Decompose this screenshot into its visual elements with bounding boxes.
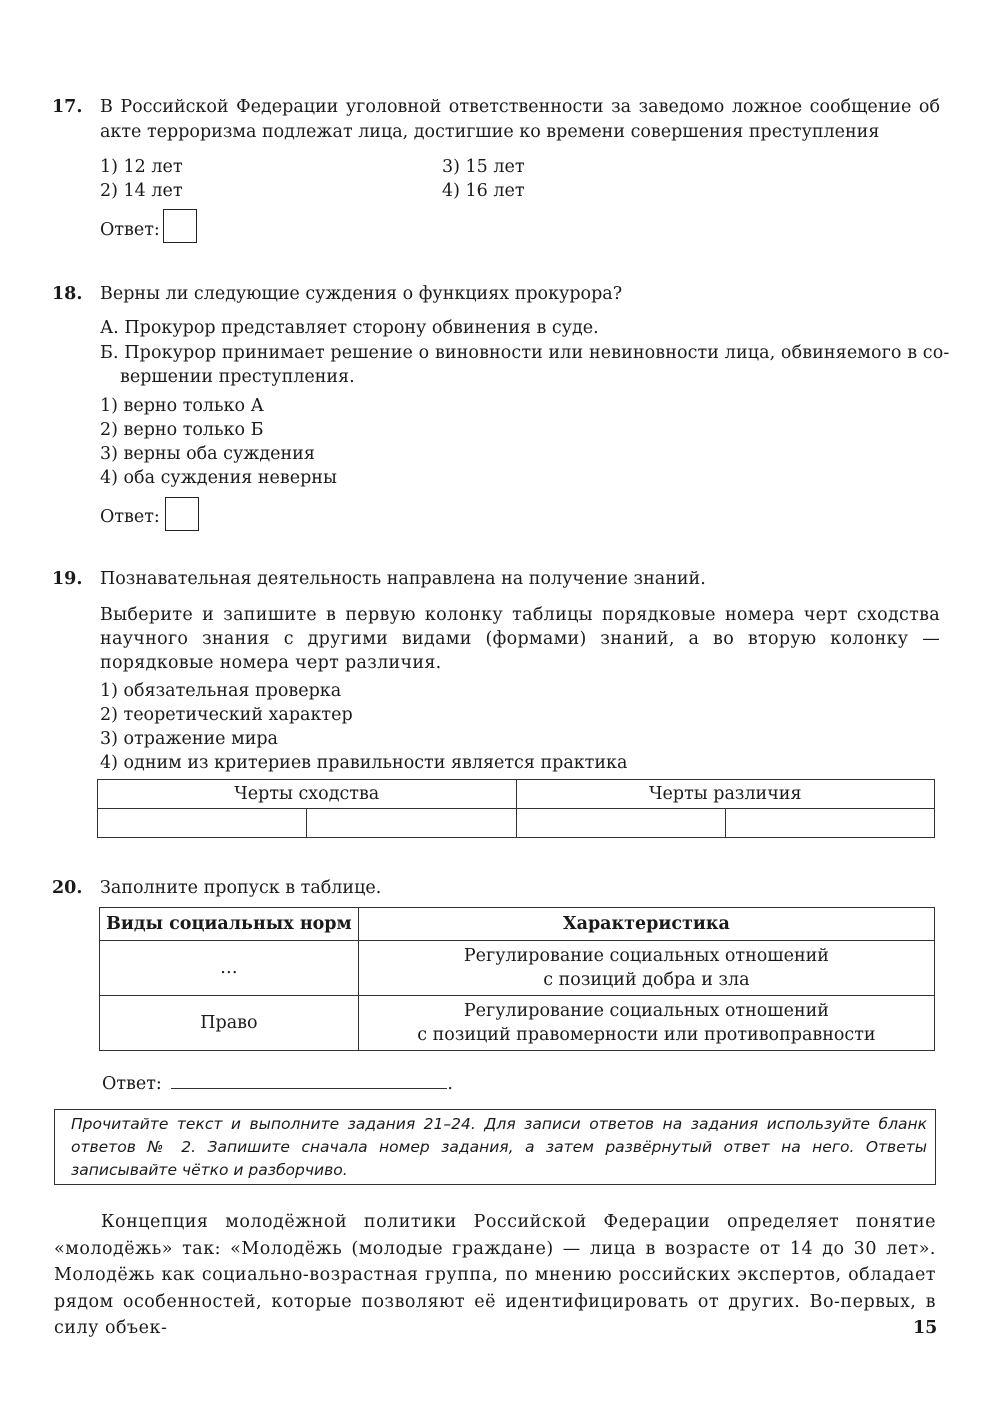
q20-header-characteristic: Характеристика	[358, 908, 934, 941]
question-18-number: 18.	[52, 284, 83, 304]
q17-option-3: 3) 15 лет	[442, 157, 525, 177]
q18-statement-b-line2: вершении преступления.	[120, 367, 355, 387]
q18-statement-b-line1: Б. Прокурор принимает решение о виновности или невиновности лица, обвиняемого в со-	[100, 343, 950, 363]
q19-option-1: 1) обязательная проверка	[100, 681, 342, 701]
q20-row1-characteristic	[358, 941, 934, 996]
q20-norms-table	[99, 907, 935, 1051]
q19-answer-cell-4[interactable]	[725, 809, 934, 838]
question-18-text: Верны ли следующие суждения о функциях прокурора?	[100, 284, 623, 304]
q19-instruction: Выберите и запишите в первую колонку таблицы порядковые номера черт сходства научного знания с другими видами (формами) знаний, а во вторую колонку — порядковые номера черт различия.	[100, 605, 940, 673]
q18-option-1: 1) верно только А	[100, 396, 264, 416]
q20-header-norm-types: Виды социальных норм	[100, 908, 359, 941]
q17-option-4: 4) 16 лет	[442, 181, 525, 201]
q19-header-similarities: Черты сходства	[98, 780, 517, 809]
q18-option-4: 4) оба суждения неверны	[100, 468, 337, 488]
q17-answer-label: Ответ:	[100, 220, 160, 240]
q20-row1-desc-line2: с позиций добра и зла	[543, 970, 750, 990]
q17-option-2: 2) 14 лет	[100, 181, 183, 201]
q19-header-differences: Черты различия	[516, 780, 935, 809]
q19-option-2: 2) теоретический характер	[100, 705, 353, 725]
question-17-number: 17.	[52, 97, 83, 117]
q20-row2-desc-line1: Регулирование социальных отношений	[463, 1001, 829, 1021]
q18-option-2: 2) верно только Б	[100, 420, 264, 440]
q19-option-3: 3) отражение мира	[100, 729, 278, 749]
question-20-text: Заполните пропуск в таблице.	[100, 878, 382, 898]
question-19-number: 19.	[52, 569, 83, 589]
q18-answer-box[interactable]	[165, 497, 199, 531]
q18-answer-label: Ответ:	[100, 507, 160, 527]
question-20-number: 20.	[52, 878, 83, 898]
question-19-text: Познавательная деятельность направлена на получение знаний.	[100, 569, 706, 589]
q20-row1-desc-line1: Регулирование социальных отношений	[463, 946, 829, 966]
q20-answer-row	[102, 1070, 453, 1096]
page-number: 15	[913, 1318, 938, 1338]
q19-option-4: 4) одним из критериев правильности является практика	[100, 753, 628, 773]
instruction-box: Прочитайте текст и выполните задания 21–24. Для записи ответов на задания используйте бланк ответов № 2. Запишите сначала номер задания, а затем развёрнутый ответ на него. Ответы записывайте чётко и разборчиво.	[54, 1109, 936, 1185]
q20-row2-type: Право	[100, 996, 359, 1051]
q20-row1-type: …	[100, 941, 359, 996]
q17-option-1: 1) 12 лет	[100, 157, 183, 177]
question-17-text: В Российской Федерации уголовной ответственности за заведомо ложное сообщение об акте терроризма подлежат лица, достигшие ко времени совершения преступления	[100, 97, 940, 142]
q18-statement-a: А. Прокурор представляет сторону обвинения в суде.	[100, 318, 599, 338]
q20-row2-desc-line2: с позиций правомерности или противоправности	[417, 1025, 876, 1045]
reading-passage: Концепция молодёжной политики Российской Федерации определяет понятие «молодёжь» так: «Молодёжь (молодые граждане) — лица в возрасте от 14 до 30 лет». Молодёжь как социально-возрастная группа, по мнению российских экспертов, обладает рядом особенностей, которые позволяют её идентифицировать от других. Во-первых, в силу объек-	[54, 1212, 936, 1338]
q19-answer-table	[97, 779, 935, 838]
q20-answer-line[interactable]	[171, 1070, 447, 1089]
q17-answer-box[interactable]	[163, 209, 197, 243]
q20-row2-characteristic	[358, 996, 934, 1051]
q19-answer-cell-2[interactable]	[307, 809, 516, 838]
q19-answer-cell-3[interactable]	[516, 809, 725, 838]
q20-answer-period: .	[447, 1074, 453, 1094]
q20-answer-label: Ответ:	[102, 1074, 162, 1094]
q18-option-3: 3) верны оба суждения	[100, 444, 315, 464]
q19-answer-cell-1[interactable]	[98, 809, 307, 838]
